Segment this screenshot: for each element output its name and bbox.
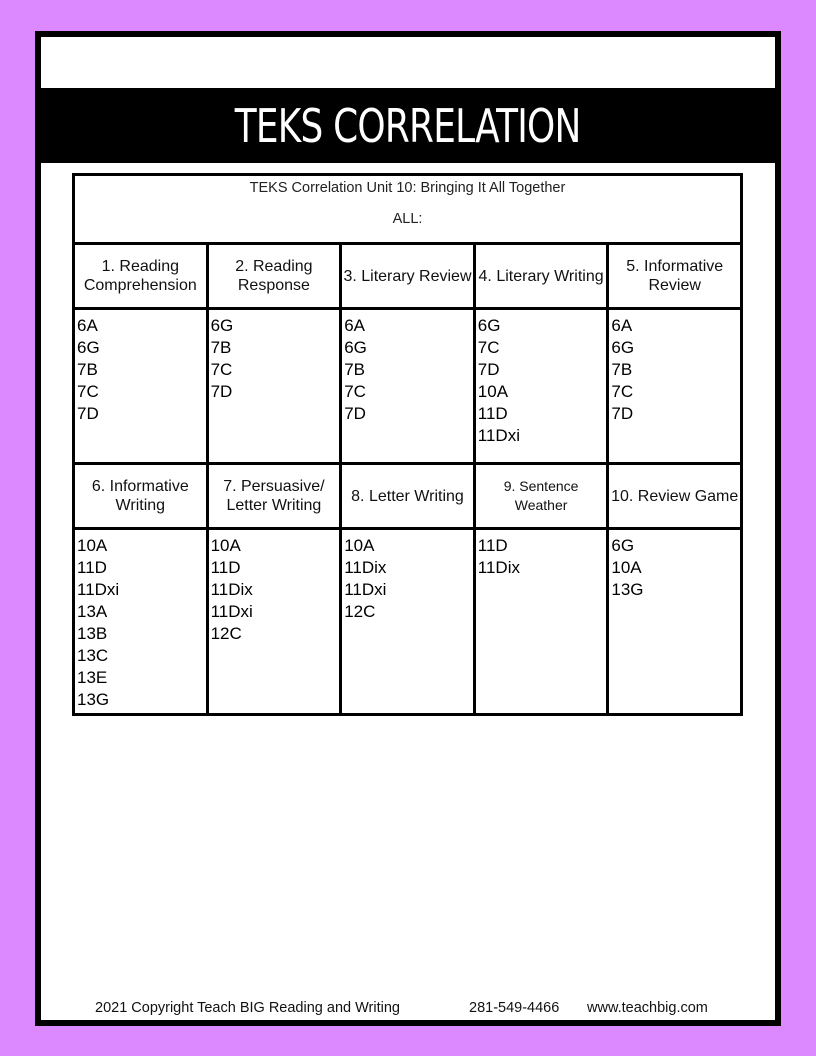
- teks-code: 6G: [611, 338, 635, 357]
- teks-code: 10A: [77, 536, 108, 555]
- teks-code: 11Dxi: [210, 602, 253, 621]
- teks-code: 7D: [210, 382, 233, 401]
- heading-row-1: [74, 244, 742, 309]
- teks-code: 10A: [477, 382, 509, 401]
- teks-code: 10A: [210, 536, 241, 555]
- heading-row-2: [74, 464, 742, 529]
- teks-code: 11D: [477, 404, 508, 423]
- codes-cell: [74, 309, 208, 464]
- teks-code: 11Dxi: [77, 580, 120, 599]
- teks-code: 13A: [77, 602, 108, 621]
- teks-code: 13B: [77, 624, 108, 643]
- table-heading: 8. Letter Writing: [341, 464, 475, 529]
- phone-number: 281-549-4466: [469, 1000, 560, 1016]
- codes-cell: [474, 309, 608, 464]
- teks-code: 6A: [344, 316, 365, 335]
- codes-row-2: [74, 529, 742, 715]
- teks-code: 7D: [344, 404, 366, 423]
- teks-code: 11D: [77, 558, 107, 577]
- teks-table: [72, 173, 743, 716]
- teks-code: 11Dix: [477, 558, 520, 577]
- table-heading: 1. Reading Comprehension: [74, 244, 208, 309]
- teks-code: 10A: [611, 558, 642, 577]
- teks-code: 7C: [210, 360, 233, 379]
- website-link[interactable]: www.teachbig.com: [587, 1000, 708, 1016]
- teks-code: 6G: [77, 338, 100, 357]
- codes-cell: [341, 529, 475, 715]
- copyright-text: 2021 Copyright Teach BIG Reading and Writing: [95, 1000, 400, 1016]
- all-label: ALL:: [392, 211, 423, 227]
- teks-code: 11Dix: [210, 580, 253, 599]
- table-heading: 5. Informative Review: [608, 244, 742, 309]
- teks-code: 12C: [344, 602, 376, 621]
- codes-cell: [207, 309, 341, 464]
- codes-cell: [608, 529, 742, 715]
- codes-cell: [341, 309, 475, 464]
- teks-code: 12C: [210, 624, 242, 643]
- table-heading: 4. Literary Writing: [474, 244, 608, 309]
- teks-code: 7B: [210, 338, 232, 357]
- teks-code: 6A: [77, 316, 98, 335]
- teks-code: 10A: [344, 536, 375, 555]
- teks-code: 6A: [611, 316, 633, 335]
- codes-cell: [207, 529, 341, 715]
- table-heading: 9. Sentence Weather: [474, 464, 608, 529]
- codes-cell: [474, 529, 608, 715]
- teks-code: 7D: [477, 360, 500, 379]
- codes-row-1: [74, 309, 742, 464]
- page-title: TEKS CORRELATION: [235, 98, 581, 153]
- teks-code: 7C: [77, 382, 99, 401]
- teks-code: 6G: [611, 536, 635, 555]
- teks-code: 7D: [77, 404, 99, 423]
- table-heading: 6. Informative Writing: [74, 464, 208, 529]
- teks-code: 11Dix: [344, 558, 387, 577]
- table-heading: 2. Reading Response: [207, 244, 341, 309]
- teks-code: 7B: [611, 360, 633, 379]
- teks-code: 6G: [477, 316, 501, 335]
- teks-code: 11Dxi: [477, 426, 520, 445]
- teks-code: 11D: [477, 536, 508, 555]
- teks-code: 11D: [210, 558, 241, 577]
- table-intro: [74, 175, 742, 244]
- teks-code: 7D: [611, 404, 634, 423]
- teks-code: 13E: [77, 668, 108, 687]
- title-banner: [41, 88, 775, 163]
- teks-code: 7C: [344, 382, 366, 401]
- table-heading: 3. Literary Review: [341, 244, 475, 309]
- teks-code: 11Dxi: [344, 580, 387, 599]
- teks-code: 7B: [77, 360, 98, 379]
- teks-code: 6G: [344, 338, 367, 357]
- teks-code: 6G: [210, 316, 234, 335]
- table-heading: 10. Review Game: [608, 464, 742, 529]
- codes-cell: [608, 309, 742, 464]
- teks-code: 13G: [77, 690, 110, 709]
- teks-code: 7C: [477, 338, 500, 357]
- table-heading: 7. Persuasive/ Letter Writing: [207, 464, 341, 529]
- teks-code: 13G: [611, 580, 644, 599]
- teks-code: 7C: [611, 382, 634, 401]
- document-page: [35, 31, 781, 1026]
- teks-code: 13C: [77, 646, 109, 665]
- unit-title: TEKS Correlation Unit 10: Bringing It All Together: [249, 180, 566, 196]
- codes-cell: [74, 529, 208, 715]
- teks-code: 7B: [344, 360, 365, 379]
